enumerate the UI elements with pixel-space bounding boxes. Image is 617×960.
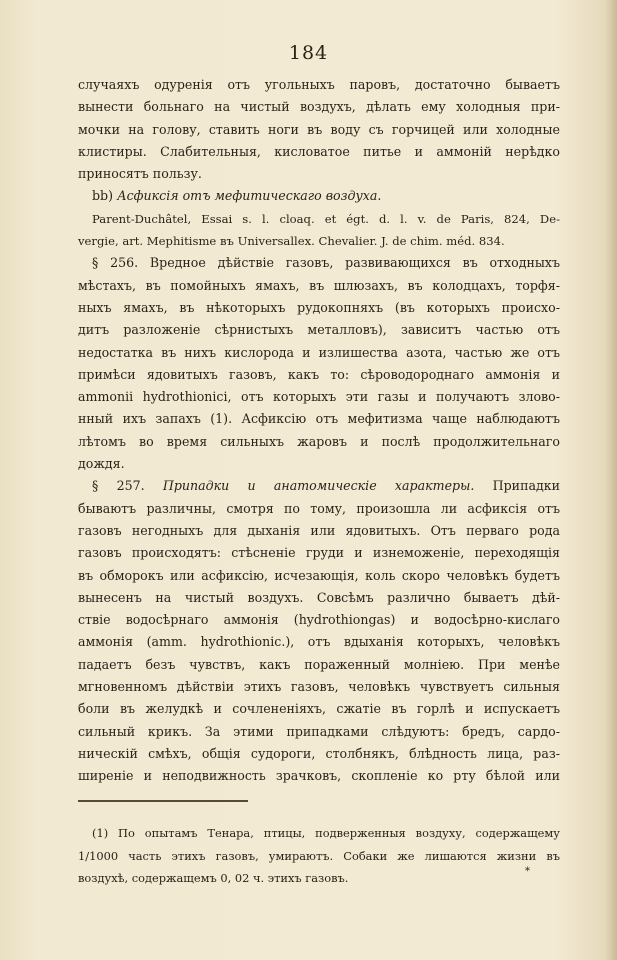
section-257-line: аммонія (amm. hydrothionic.), отъ вдыханія которыхъ, человѣкъ xyxy=(78,634,560,650)
section-257-line: сильный крикъ. За этими припадками слѣдуютъ: бредъ, сардо- xyxy=(78,723,560,739)
text-line: мочки на голову, ставить ноги въ воду съ горчицей или холодные xyxy=(78,121,560,137)
section-256-line: дождя. xyxy=(78,456,125,472)
section-257-heading xyxy=(78,475,560,497)
section-257-line: бываютъ различны, смотря по тому, произошла ли асфиксія отъ xyxy=(78,500,560,516)
section-257-line: газовъ негодныхъ для дыханія или ядовитыхъ. Отъ перваго рода xyxy=(78,522,560,538)
section-256-line: дитъ разложеніе сѣрнистыхъ металловъ), зависитъ частью отъ xyxy=(78,322,560,338)
section-257-line: ширеніе и неподвижность зрачковъ, скопленіе ко рту бѣлой или xyxy=(78,768,560,784)
reference-line: Parent-Duchâtel, Essai s. l. cloaq. et égt. d. l. v. de Paris, 824, De- xyxy=(92,211,560,226)
section-257-line: газовъ происходятъ: стѣсненіе груди и изнеможеніе, переходящія xyxy=(78,545,560,561)
section-256-line: нный ихъ запахъ (1). Асфиксію отъ мефитизма чаще наблюдаютъ xyxy=(78,411,560,427)
main-text xyxy=(78,74,560,788)
page-number: 184 xyxy=(288,42,329,64)
subheading xyxy=(78,185,560,207)
section-257-line: въ обморокъ или асфиксію, исчезающія, коль скоро человѣкъ будетъ xyxy=(78,567,560,583)
section-256-line: лѣтомъ во время сильныхъ жаровъ и послѣ продолжительнаго xyxy=(78,433,560,449)
section-256-line: ныхъ ямахъ, въ нѣкоторыхъ рудокопняхъ (въ которыхъ происхо- xyxy=(78,299,560,315)
section-257-line: падаетъ безъ чувствъ, какъ пораженный молніею. При менѣе xyxy=(78,656,560,672)
section-256-line: ammonii hydrothionici, отъ которыхъ эти газы и получаютъ злово- xyxy=(78,389,560,405)
footnote-line: воздухѣ, содержащемъ 0, 02 ч. этихъ газовъ. xyxy=(78,871,349,885)
text-line: случаяхъ одуренія отъ угольныхъ паровъ, достаточно бываетъ xyxy=(78,77,560,92)
printer-mark: * xyxy=(525,866,530,877)
footnote-line: (1) По опытамъ Тенара, птицы, подверженныя воздуху, содержащему xyxy=(92,826,560,840)
footnote-divider xyxy=(78,800,248,802)
footnote-line: 1/1000 часть этихъ газовъ, умираютъ. Собаки же лишаются жизни въ xyxy=(78,848,560,863)
section-257-line: ническій смѣхъ, общія судороги, столбнякъ, блѣдность лица, раз- xyxy=(78,745,560,761)
section-257-line: мгновенномъ дѣйствіи этихъ газовъ, человѣкъ чувствуетъ сильныя xyxy=(78,679,560,695)
section-257-number: § 257. xyxy=(92,478,145,494)
section-256-line: недостатка въ нихъ кислорода и излишества азота, частью же отъ xyxy=(78,344,560,360)
page-spine-shadow xyxy=(605,0,617,960)
section-257-title: Припадки и анатомическіе характеры. xyxy=(162,478,475,494)
section-257-line: боли въ желудкѣ и сочлененіяхъ, сжатіе въ горлѣ и испускаетъ xyxy=(78,701,560,717)
section-257-line: вынесенъ на чистый воздухъ. Совсѣмъ различно бываетъ дѣй- xyxy=(78,589,560,605)
subheading-prefix: bb) xyxy=(92,188,114,204)
section-257-line: ствіе водосѣрнаго аммонія (hydrothiongas) и водосѣрно-кислаго xyxy=(78,612,560,628)
section-256-line: § 256. Вредное дѣйствіе газовъ, развивающихся въ отходныхъ xyxy=(92,255,560,271)
text-line: клистиры. Слабительныя, кисловатое питье и аммоній нерѣдко xyxy=(78,143,560,159)
section-257-first-words: Припадки xyxy=(492,478,560,494)
footnote xyxy=(78,822,560,890)
reference-line: vergie, art. Mephitisme въ Universallex. Chevalier. J. de chim. méd. 834. xyxy=(78,234,505,249)
text-line: приносятъ пользу. xyxy=(78,166,202,182)
section-256-line: мѣстахъ, въ помойныхъ ямахъ, въ шлюзахъ, въ колодцахъ, торфя- xyxy=(78,277,560,293)
subheading-title: Асфиксія отъ мефитическаго воздуха. xyxy=(117,188,382,204)
text-line: вынести больнаго на чистый воздухъ, дѣлать ему холодныя при- xyxy=(78,99,560,115)
section-256-line: примѣси ядовитыхъ газовъ, какъ то: сѣроводороднаго аммонія и xyxy=(78,366,560,382)
